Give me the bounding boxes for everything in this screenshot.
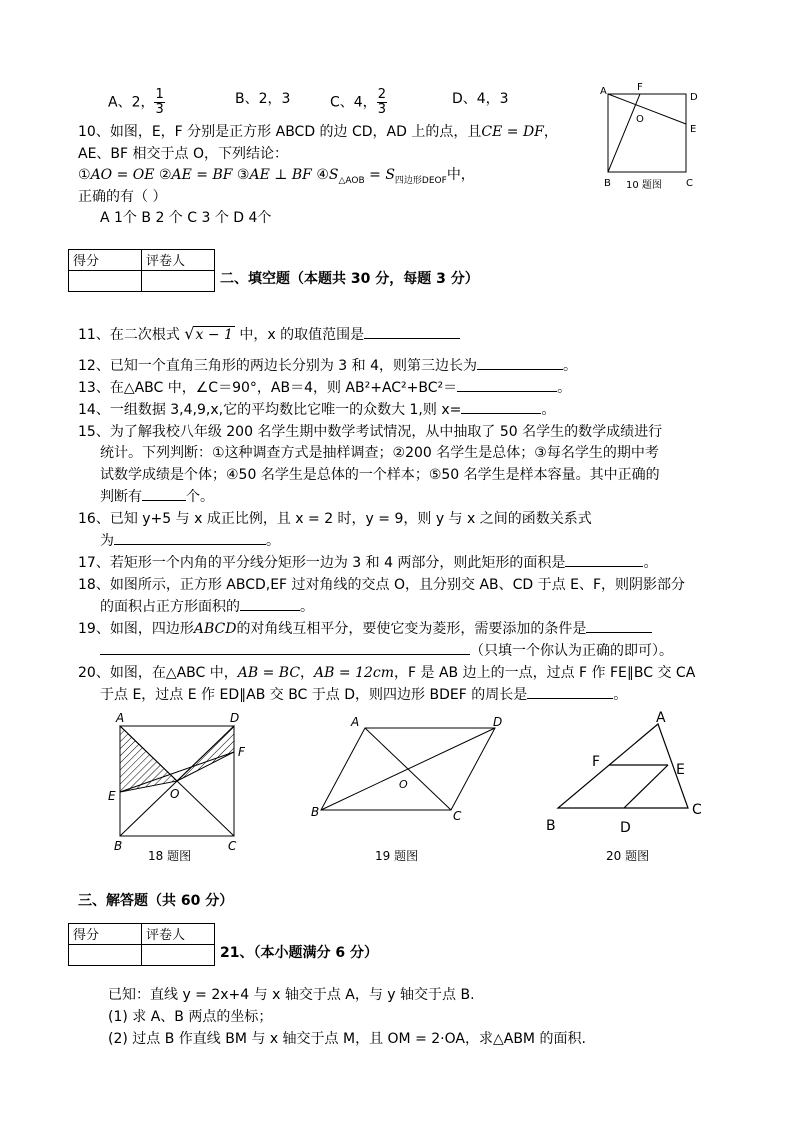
fig20-label-b: B [546, 818, 556, 834]
q9-options [108, 88, 165, 117]
q10-options: A 1个 B 2 个 C 3 个 D 4个 [100, 210, 272, 226]
q10-label-d: D [690, 92, 698, 103]
q18-line2: 的面积占正方形面积的 。 [100, 599, 314, 615]
fig19-diag-bd [321, 728, 495, 810]
fig20-label-f: F [592, 754, 601, 770]
q10-label-c: C [686, 178, 693, 189]
q10-line2: AE、BF 相交于点 O，下列结论： [78, 146, 288, 162]
q9-option-b: B、2，3 [235, 91, 291, 107]
q10-caption: 10 题图 [626, 180, 662, 191]
score-cell[interactable] [69, 271, 142, 292]
q20-line2: 于点 E，过点 E 作 ED∥AB 交 BC 于点 D，则四边形 BDEF 的周长是 。 [100, 687, 628, 703]
q10-line4: 正确的有（ ） [78, 189, 167, 205]
grader-label: 评卷人 [142, 250, 215, 271]
section3-title: 三、解答题（共 60 分） [78, 893, 234, 909]
q13: 13、在△ABC 中，∠C＝90°，AB＝4，则 AB²+AC²+BC²＝ 。 [78, 380, 572, 396]
q10-line-bf [608, 94, 640, 172]
score-label: 得分 [69, 924, 142, 945]
section3-score-table [68, 923, 215, 966]
q12: 12、已知一个直角三角形的两边长分别为 3 和 4，则第三边长为 。 [78, 358, 577, 374]
fig18 [104, 708, 264, 868]
q16-line1: 16、已知 y+5 与 x 成正比例，且 x = 2 时，y = 9，则 y 与 x 之间的函数关系式 [78, 511, 592, 527]
grader-cell[interactable] [142, 271, 215, 292]
q16-line2: 为 。 [100, 533, 280, 549]
q15-line4: 判断有 个。 [100, 489, 214, 505]
q14: 14、一组数据 3,4,9,x,它的平均数比它唯一的众数大 1,则 x= 。 [78, 402, 556, 418]
fig20-line-ed [624, 765, 668, 808]
fig19 [305, 708, 515, 838]
fig20-label-a: A [656, 710, 666, 726]
q9-c-fraction: $\frac{2}{3}$ [377, 87, 386, 117]
q15-line1: 15、为了解我校八年级 200 名学生期中数学考试情况，从中抽取了 50 名学生的数学成绩进行 [78, 424, 663, 440]
fig19-label-b: B [311, 805, 320, 819]
fig20 [540, 710, 720, 845]
grader-label: 评卷人 [142, 924, 215, 945]
q20-line1: 20、如图，在△ABC 中，AB = BC，AB = 12cm，F 是 AB 边上的一点，过点 F 作 FE∥BC 交 CA [78, 665, 696, 681]
fig20-label-c: C [692, 802, 702, 818]
q17: 17、若矩形一个内角的平分线分矩形一边为 3 和 4 两部分，则此矩形的面积是 。 [78, 555, 658, 571]
fig18-label-b: B [114, 839, 123, 853]
q9-a-fraction: $\frac{1}{3}$ [155, 87, 164, 117]
fig19-label-o: O [399, 778, 408, 791]
q18-line1: 18、如图所示，正方形 ABCD,EF 过对角线的交点 O，且分别交 AB、CD 于点 E、F，则阴影部分 [78, 577, 686, 593]
q10-square [608, 94, 686, 172]
q10-line-ae [608, 94, 686, 124]
fig18-label-a: A [116, 711, 125, 725]
q11: 11、在二次根式 √x − 1 中，x 的取值范围是 [78, 324, 460, 344]
fig19-label-a: A [351, 715, 360, 729]
q10-label-a: A [600, 86, 607, 97]
fig20-label-d: D [620, 820, 631, 836]
fig20-caption: 20 题图 [606, 849, 650, 863]
fig18-label-d: D [230, 711, 240, 725]
q15-line3: 试数学成绩是个体；④50 名学生是总体的一个样本；⑤50 名学生是样本容量。其中正确的 [100, 467, 660, 483]
q19-line1: 19、如图，四边形ABCD的对角线互相平分，要使它变为菱形，需要添加的条件是 [78, 618, 652, 638]
q19-line2: （只填一个你认为正确的即可）。 [100, 640, 673, 660]
fig19-label-d: D [493, 715, 503, 729]
q9-option-c-wrap [330, 88, 387, 117]
q21-line3: (2) 过点 B 作直线 BM 与 x 轴交于点 M，且 OM = 2·OA，求△ABM 的面积. [108, 1031, 586, 1047]
q10-figure [596, 80, 706, 195]
fig18-caption: 18 题图 [148, 849, 192, 863]
section2-score-table [68, 249, 215, 292]
q10-label-e: E [690, 124, 697, 135]
q21-line1: 已知：直线 y = 2x+4 与 x 轴交于点 A，与 y 轴交于点 B. [108, 987, 475, 1003]
score-cell[interactable] [69, 945, 142, 966]
q9-option-c: C、4， [330, 94, 377, 111]
q21-line2: (1) 求 A、B 两点的坐标； [108, 1009, 273, 1025]
q9-option-a: A、2， [108, 94, 155, 111]
q10-label-o: O [636, 114, 644, 125]
section2-title: 二、填空题（本题共 30 分，每题 3 分） [220, 271, 479, 287]
fig18-label-o: O [170, 787, 180, 801]
fig19-caption: 19 题图 [375, 849, 419, 863]
fig18-label-c: C [228, 839, 237, 853]
q10-line3: ①AO = OE ②AE = BF ③AE ⊥ BF $④S_{\triangle AOB} = S_{四边形DEOF}$中， [78, 167, 475, 186]
fig18-label-f: F [238, 745, 245, 759]
q21-title: 21、（本小题满分 6 分） [220, 945, 378, 961]
fig18-label-e: E [108, 789, 116, 803]
q10-line1: 10、如图，E，F 分别是正方形 ABCD 的边 CD，AD 上的点，且CE = DF， [78, 124, 558, 140]
q9-option-d: D、4，3 [452, 91, 509, 107]
fig20-triangle [558, 724, 688, 808]
q15-line2: 统计。下列判断：①这种调查方式是抽样调查；②200 名学生是总体；③每名学生的期中考 [100, 445, 659, 461]
q10-label-f: F [637, 82, 643, 93]
fig20-label-e: E [676, 762, 685, 778]
q10-label-b: B [604, 178, 611, 189]
fig19-label-c: C [453, 809, 462, 823]
grader-cell[interactable] [142, 945, 215, 966]
score-label: 得分 [69, 250, 142, 271]
